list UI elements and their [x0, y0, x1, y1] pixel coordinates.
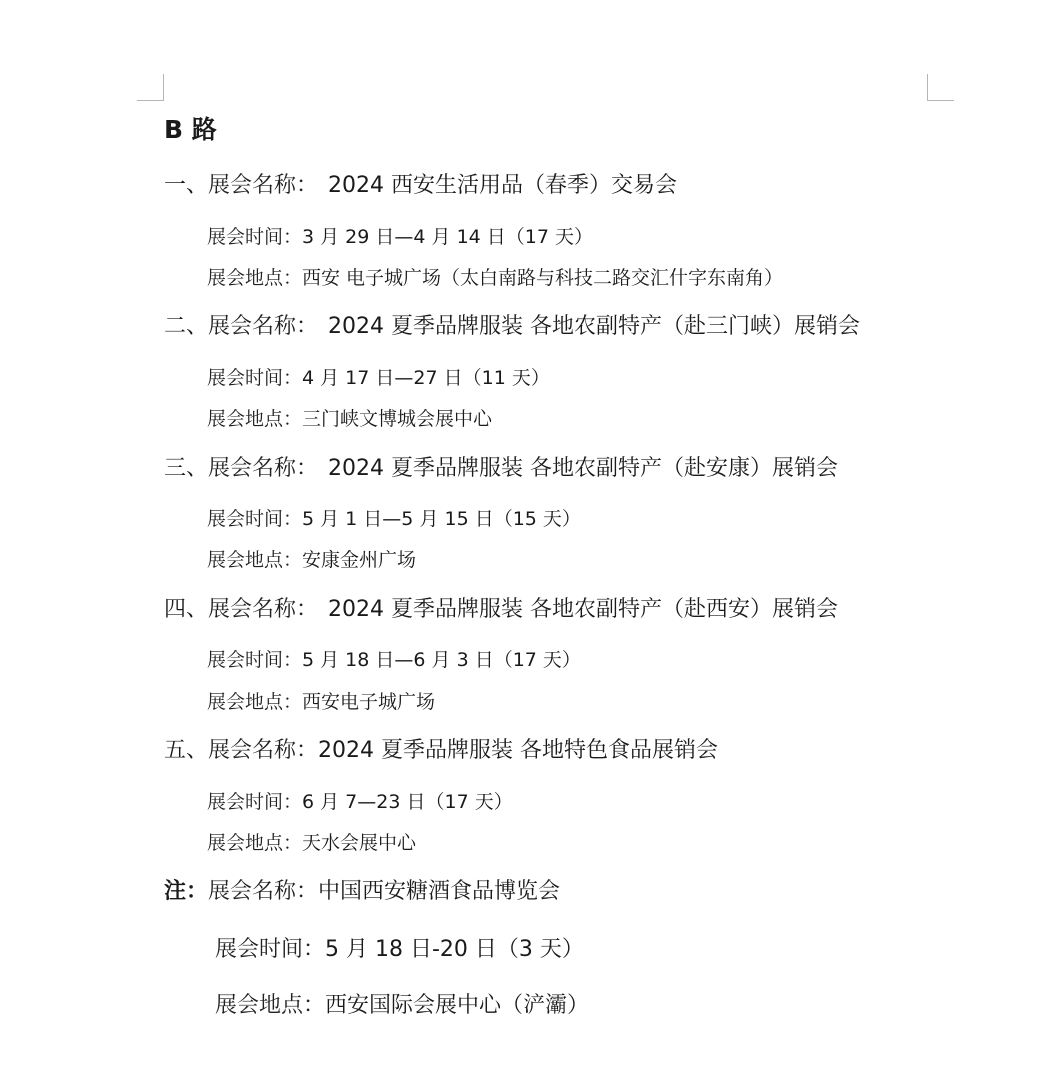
item-4-name-line	[164, 595, 838, 625]
note-prefix: 注：	[164, 879, 209, 904]
place-label: 展会地点：	[207, 549, 303, 571]
item-1-time-line	[207, 222, 593, 252]
time-label: 展会时间：	[207, 226, 303, 248]
item-number: 二、	[164, 314, 209, 339]
item-2-name-line	[164, 312, 860, 342]
item-1-place-line	[207, 263, 783, 293]
exhibition-name: 2024 夏季品牌服装 各地农副特产（赴安康）展销会	[328, 456, 839, 481]
exhibition-place: 天水会展中心	[302, 832, 417, 854]
exhibition-name: 2024 夏季品牌服装 各地农副特产（赴三门峡）展销会	[328, 314, 861, 339]
item-2-place-line	[207, 404, 492, 434]
place-label: 展会地点：	[207, 832, 303, 854]
exhibition-place: 西安 电子城广场（太白南路与科技二路交汇什字东南角）	[302, 267, 784, 289]
exhibition-place: 三门峡文博城会展中心	[302, 408, 493, 430]
name-label: 展会名称：	[208, 173, 319, 198]
note-exhibition-time: 5 月 18 日-20 日（3 天）	[325, 937, 584, 962]
time-label: 展会时间：	[215, 937, 326, 962]
exhibition-place: 西安电子城广场	[302, 691, 436, 713]
item-5-name-line	[164, 736, 718, 766]
exhibition-place: 安康金州广场	[302, 549, 417, 571]
exhibition-name: 2024 西安生活用品（春季）交易会	[328, 173, 678, 198]
item-number: 五、	[164, 738, 209, 763]
item-number: 一、	[164, 173, 209, 198]
item-number: 四、	[164, 597, 209, 622]
document-heading: B 路	[164, 115, 217, 144]
exhibition-name: 2024 夏季品牌服装 各地特色食品展销会	[318, 738, 719, 763]
item-5-place-line	[207, 828, 416, 858]
note-name-line	[164, 877, 560, 907]
exhibition-time: 6 月 7—23 日（17 天）	[302, 791, 513, 813]
name-label: 展会名称：	[208, 597, 319, 622]
crop-mark-top-right	[927, 74, 954, 101]
exhibition-time: 5 月 1 日—5 月 15 日（15 天）	[302, 508, 581, 530]
note-place-line	[215, 991, 589, 1021]
crop-mark-top-left	[137, 74, 164, 101]
place-label: 展会地点：	[207, 267, 303, 289]
item-3-name-line	[164, 454, 838, 484]
item-3-time-line	[207, 504, 581, 534]
item-4-place-line	[207, 687, 435, 717]
name-label: 展会名称：	[208, 456, 319, 481]
name-label: 展会名称：	[208, 879, 319, 904]
exhibition-time: 5 月 18 日—6 月 3 日（17 天）	[302, 649, 581, 671]
place-label: 展会地点：	[207, 691, 303, 713]
name-label: 展会名称：	[208, 314, 319, 339]
time-label: 展会时间：	[207, 791, 303, 813]
time-label: 展会时间：	[207, 367, 303, 389]
name-label: 展会名称：	[208, 738, 319, 763]
item-4-time-line	[207, 645, 581, 675]
note-exhibition-name: 中国西安糖酒食品博览会	[318, 879, 561, 904]
place-label: 展会地点：	[207, 408, 303, 430]
item-3-place-line	[207, 545, 416, 575]
item-5-time-line	[207, 787, 513, 817]
place-label: 展会地点：	[215, 993, 326, 1018]
time-label: 展会时间：	[207, 649, 303, 671]
item-1-name-line	[164, 171, 677, 201]
note-exhibition-place: 西安国际会展中心（浐灞）	[325, 993, 590, 1018]
item-2-time-line	[207, 363, 550, 393]
exhibition-time: 4 月 17 日—27 日（11 天）	[302, 367, 550, 389]
note-time-line	[215, 935, 584, 965]
time-label: 展会时间：	[207, 508, 303, 530]
item-number: 三、	[164, 456, 209, 481]
exhibition-time: 3 月 29 日—4 月 14 日（17 天）	[302, 226, 593, 248]
exhibition-name: 2024 夏季品牌服装 各地农副特产（赴西安）展销会	[328, 597, 839, 622]
